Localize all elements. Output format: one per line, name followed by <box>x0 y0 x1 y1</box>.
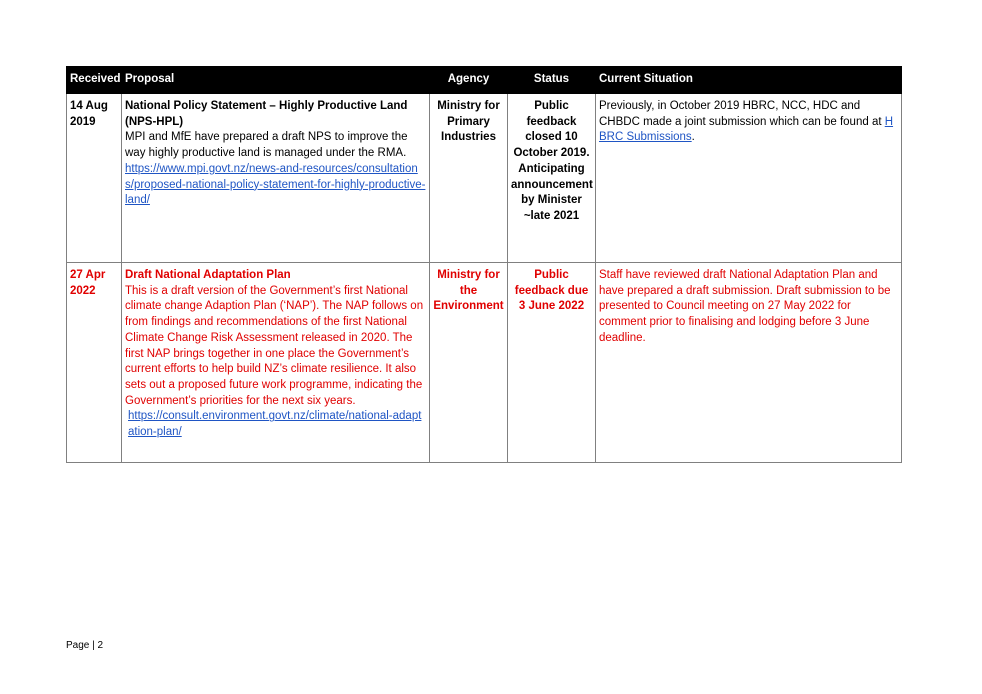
table-header-row <box>67 67 902 94</box>
proposal-link[interactable]: https://www.mpi.govt.nz/news-and-resources/consultations/proposed-national-policy-statement-for-highly-productive-land/ <box>125 162 426 207</box>
status-cell: Public feedback closed 10 October 2019. Anticipating announcement by Minister ~late 2021 <box>508 94 596 263</box>
header-proposal: Proposal <box>122 67 430 94</box>
proposal-cell <box>122 94 430 263</box>
received-date: 14 Aug 2019 <box>67 94 122 263</box>
page-number: Page | 2 <box>66 640 104 651</box>
status-cell: Public feedback due 3 June 2022 <box>508 263 596 463</box>
proposal-link[interactable]: https://consult.environment.govt.nz/climate/national-adaptation-plan/ <box>128 410 422 439</box>
current-situation-cell: Staff have reviewed draft National Adaptation Plan and have prepared a draft submission. Draft submission to be presented to Council meeting on 27 May 2022 for comment prior to finalising and lodging before 3 June deadline. <box>596 263 902 463</box>
table-row <box>67 94 902 263</box>
header-current-situation: Current Situation <box>596 67 902 94</box>
proposal-cell <box>122 263 430 463</box>
proposal-description: MPI and MfE have prepared a draft NPS to improve the way highly productive land is managed under the RMA. <box>125 131 408 160</box>
received-date: 27 Apr 2022 <box>67 263 122 463</box>
header-agency: Agency <box>430 67 508 94</box>
current-situation-cell <box>596 94 902 263</box>
agency-cell: Ministry for the Environment <box>430 263 508 463</box>
header-status: Status <box>508 67 596 94</box>
table-row <box>67 263 902 463</box>
proposal-title: National Policy Statement – Highly Productive Land (NPS-HPL) <box>125 100 408 128</box>
hbrc-submissions-link[interactable]: HBRC Submissions <box>599 115 894 144</box>
situation-end: . <box>691 131 695 144</box>
proposal-title: Draft National Adaptation Plan <box>125 269 291 281</box>
situation-text: Previously, in October 2019 HBRC, NCC, HDC and CHBDC made a joint submission which can be found at <box>599 100 882 128</box>
header-received: Received <box>67 67 122 94</box>
proposals-table <box>66 66 902 463</box>
proposal-description: This is a draft version of the Government’s first National climate change Adaption Plan (‘NAP’). The NAP follows on from findings and recommendations of the first National Climate Change Risk Assessment released in 2020. The first NAP brings together in one place the Government’s current efforts to help build NZ’s climate resilience. It also sets out a proposed future work programme, indicating the Government’s priorities for the next six years. <box>125 284 424 407</box>
agency-cell: Ministry for Primary Industries <box>430 94 508 263</box>
